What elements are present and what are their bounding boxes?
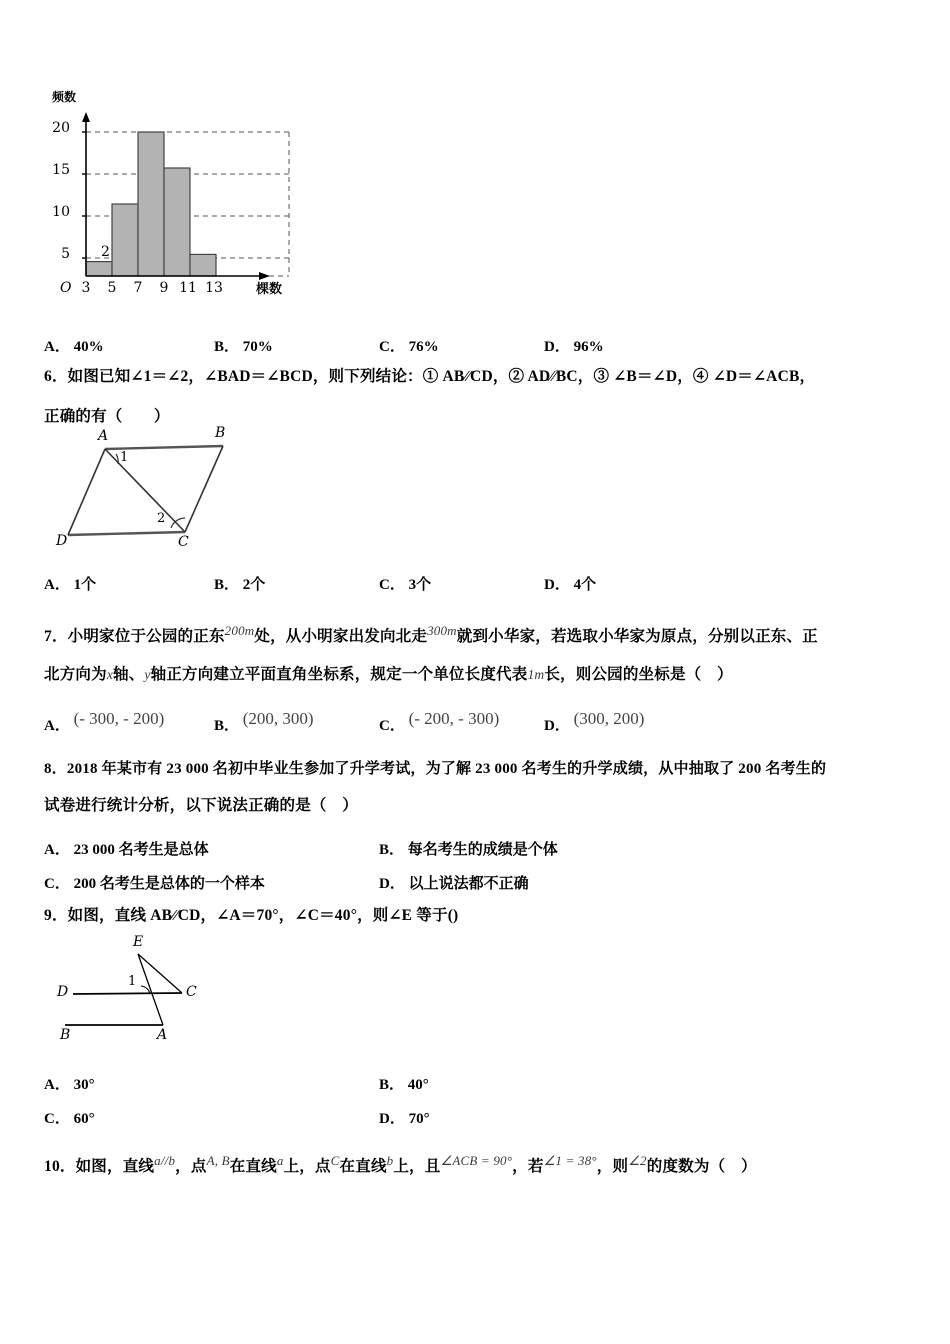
q7-distance-2: 300m [427,623,457,638]
q6-figure-svg [60,432,275,557]
q10-seg4: 上，点 [283,1158,331,1176]
q6-option-a-text: 1个 [73,577,97,593]
histogram-origin-label: O [60,280,72,296]
q9-label-d: D [57,984,69,1000]
q8-option-d-text: 以上说法都不正确 [408,876,529,892]
q6-option-b[interactable] [214,573,265,594]
q6-angle-1-label: 1 [120,450,129,465]
q7-seg7: 长，则公园的坐标是（ ） [544,666,733,683]
q9-option-d-key: D． [379,1111,405,1127]
q10-angle-1: ∠1 = 38° [543,1153,597,1168]
q10-line-a: a [276,1153,284,1168]
q6-label-a: A [98,428,109,444]
q5-option-b-text: 70% [242,339,273,355]
q5-option-d-key: D． [544,339,570,355]
histogram-x-tick-7: 7 [133,280,143,296]
q9-figure [45,932,260,1057]
q8-stem-text-a: 2018 年某市有 23 000 名初中毕业生参加了升学考试，为了解 23 000 名考生的升学成绩，从中抽取了 200 名考生的 [66,761,827,777]
q6-number: 6． [44,368,68,385]
q9-stem-text: 如图，直线 AB∕∕CD，∠A＝70°，∠C＝40°，则∠E 等于() [67,907,459,924]
q7-number: 7． [44,628,68,646]
q6-label-c: C [178,534,189,550]
q7-option-a-key: A． [44,718,70,734]
histogram-x-tick-5: 5 [107,280,117,296]
q8-option-a[interactable] [44,838,209,859]
q5-option-a[interactable] [44,335,104,356]
q7-var-x: x [106,667,114,682]
q6-option-a[interactable] [44,573,96,594]
q7-option-b[interactable] [214,709,314,735]
q10-stem-line1 [44,1153,757,1177]
q7-var-y: y [144,667,151,682]
q8-stem-line1 [44,760,826,778]
q9-option-b-text: 40° [407,1077,429,1093]
q6-option-b-text: 2个 [242,577,266,593]
q9-option-d-text: 70° [408,1111,430,1127]
q5-option-a-key: A． [44,339,70,355]
frequency-histogram [44,88,344,308]
histogram-bar-value-label: 2 [101,244,110,260]
q6-figure [56,425,275,557]
q8-option-d[interactable] [379,872,529,893]
q7-option-a-text: (- 300, - 200) [73,709,165,728]
q10-point-c: C [330,1153,340,1168]
q8-number: 8． [44,761,67,777]
q5-option-a-text: 40% [73,339,104,355]
q7-seg3: 就到小华家，若选取小华家为原点，分别以正东、正 [456,628,818,646]
q9-stem-line1 [44,907,458,926]
q6-stem-line2 [44,408,170,427]
q8-option-b[interactable] [379,838,558,859]
q9-option-c[interactable] [44,1107,95,1128]
q7-unit-length: 1m [527,667,545,682]
q7-stem-line2 [44,666,733,685]
q8-option-b-text: 每名考生的成绩是个体 [407,842,558,858]
q9-option-b-key: B． [379,1077,405,1093]
q9-option-c-key: C． [44,1111,70,1127]
q6-option-c-key: C． [379,577,405,593]
q6-label-d: D [56,533,68,549]
q7-option-b-text: (200, 300) [242,709,314,728]
q6-option-c[interactable] [379,573,431,594]
q10-seg2: ，点 [175,1158,207,1176]
q10-seg5: 在直线 [339,1158,387,1176]
q9-option-d[interactable] [379,1107,430,1128]
q8-option-c-key: C． [44,876,70,892]
q9-option-a-text: 30° [73,1077,95,1093]
q9-option-c-text: 60° [73,1111,95,1127]
q7-option-c-text: (- 200, - 300) [408,709,500,728]
q10-seg8: ，则 [596,1158,629,1176]
histogram-y-tick-5: 5 [61,246,70,262]
histogram-y-tick-10: 10 [52,204,70,220]
q8-option-b-key: B． [379,842,405,858]
q6-conclusions: ① AB∕∕CD，② AD∕∕BC，③ ∠B＝∠D，④ ∠D＝∠ACB， [422,368,816,385]
histogram-x-tick-3: 3 [81,280,91,296]
histogram-y-tick-20: 20 [52,120,70,136]
q10-number: 10． [44,1158,76,1176]
q10-seg3: 在直线 [229,1158,277,1176]
q9-label-c: C [186,984,197,1000]
q6-option-b-key: B． [214,577,240,593]
q5-option-b[interactable] [214,335,273,356]
q6-option-c-text: 3个 [408,577,432,593]
q8-option-d-key: D． [379,876,405,892]
q7-stem-line1 [44,623,818,647]
q9-number: 9． [44,907,68,924]
q9-option-a[interactable] [44,1073,95,1094]
q7-option-d[interactable] [544,709,645,735]
q10-line-parallel: a//b [154,1153,176,1168]
q6-stem-text-a: 如图已知∠1＝∠2，∠BAD＝∠BCD，则下列结论： [67,368,423,385]
q8-stem-line2 [44,797,358,816]
q8-stem-text-b: 试卷进行统计分析，以下说法正确的是（ ） [44,797,359,814]
histogram-y-axis-label: 频数 [52,90,77,104]
histogram-x-tick-11: 11 [179,280,197,296]
q7-seg2: 处，从小明家出发向北走 [254,628,428,646]
q9-label-e: E [133,934,144,950]
q9-option-b[interactable] [379,1073,429,1094]
q8-option-a-text: 23 000 名考生是总体 [73,842,209,858]
histogram-x-tick-9: 9 [159,280,169,296]
q7-option-b-key: B． [214,718,240,734]
q9-figure-svg [45,932,260,1057]
q9-label-b: B [60,1027,71,1043]
q10-angle-acb: ∠ACB = 90° [440,1153,513,1168]
q6-angle-2-label: 2 [157,511,166,526]
q6-stem-line1 [44,368,815,387]
q5-option-c-text: 76% [408,339,439,355]
q6-option-d-key: D． [544,577,570,593]
q6-label-b: B [215,425,226,441]
q10-seg6: 上，且 [393,1158,441,1176]
q7-option-a[interactable] [44,709,165,735]
histogram-plot-svg [44,88,344,308]
q7-option-d-key: D． [544,718,570,734]
q10-angle-2: ∠2 [628,1153,647,1168]
q5-option-c[interactable] [379,335,439,356]
q6-option-a-key: A． [44,577,70,593]
q7-seg1: 小明家位于公园的正东 [67,628,225,646]
q10-line-b: b [386,1153,394,1168]
q5-option-b-key: B． [214,339,240,355]
q7-option-c[interactable] [379,709,500,735]
q6-option-d-text: 4个 [573,577,597,593]
q7-option-c-key: C． [379,718,405,734]
q8-option-c-text: 200 名考生是总体的一个样本 [73,876,265,892]
q9-label-a: A [157,1027,168,1043]
q8-option-a-key: A． [44,842,70,858]
histogram-x-axis-label: 棵数 [256,282,283,297]
q7-seg6: 轴正方向建立平面直角坐标系，规定一个单位长度代表 [150,666,528,683]
q7-distance-1: 200m [224,623,255,638]
q6-option-d[interactable] [544,573,596,594]
q9-option-a-key: A． [44,1077,70,1093]
q10-points-ab: A, B [206,1153,230,1168]
q10-seg9: 的度数为（ ） [646,1158,757,1176]
q10-seg1: 如图，直线 [75,1158,155,1176]
q7-seg5: 轴、 [113,666,145,683]
histogram-y-tick-15: 15 [52,162,70,178]
q7-seg4: 北方向为 [44,666,107,683]
q8-option-c[interactable] [44,872,265,893]
q5-option-d[interactable] [544,335,604,356]
q7-option-d-text: (300, 200) [573,709,645,728]
q10-seg7: ，若 [512,1158,544,1176]
q5-option-d-text: 96% [573,339,604,355]
q5-option-c-key: C． [379,339,405,355]
q6-stem-text-b: 正确的有（ ） [44,408,170,425]
q9-angle-1-label: 1 [128,974,137,989]
histogram-x-tick-13: 13 [205,280,223,296]
